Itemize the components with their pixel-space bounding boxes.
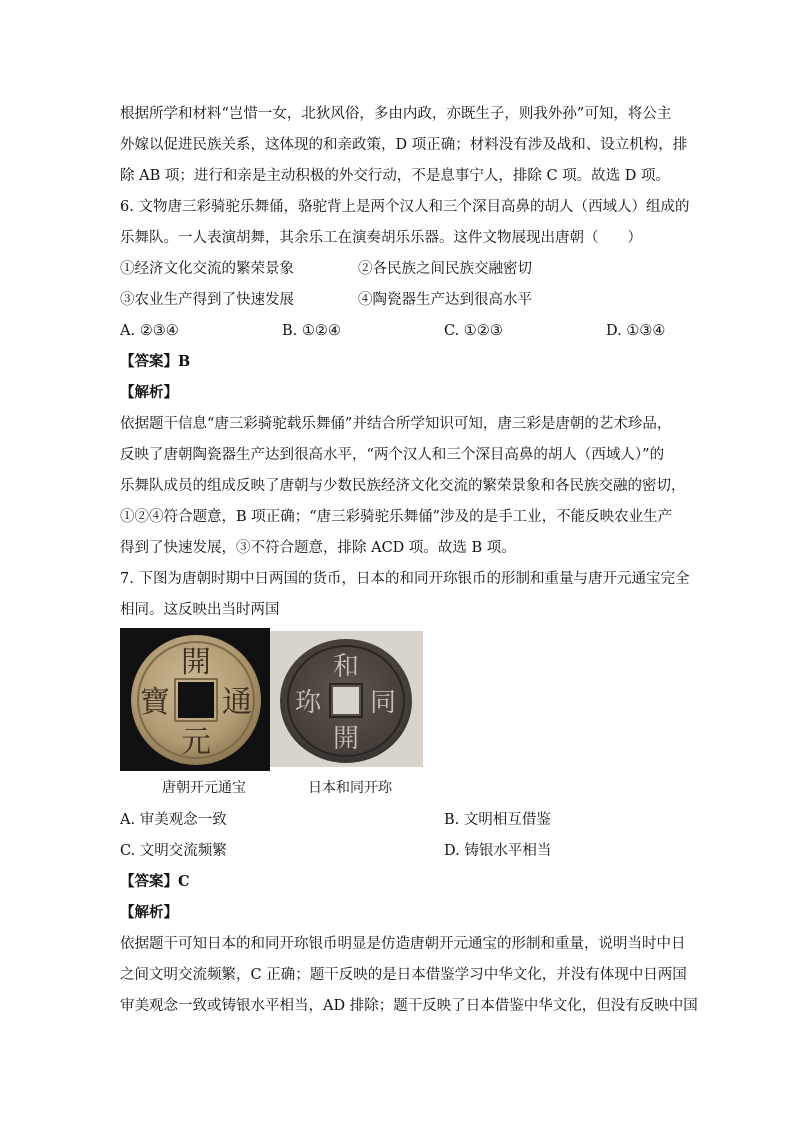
option-a: A. ②③④ xyxy=(120,323,179,339)
text-line: 外嫁以促进民族关系，这体现的和亲政策，D 项正确；材料没有涉及战和、设立机构，排 xyxy=(120,137,688,153)
text-line: 除 AB 项；进行和亲是主动积极的外交行动，不是息事宁人，排除 C 项。故选 D 项。 xyxy=(120,168,670,184)
coin1-char-top: 開 xyxy=(181,645,211,680)
coin2-char-right: 同 xyxy=(369,688,397,718)
analysis-line: 反映了唐朝陶瓷器生产达到很高水平，“两个汉人和三个深目高鼻的胡人（西域人）”的 xyxy=(120,447,665,463)
option-b: B. 文明相互借鉴 xyxy=(444,812,551,828)
answer-label: 【答案】C xyxy=(120,873,190,890)
option-c: C. ①②③ xyxy=(444,323,503,339)
analysis-line: 审美观念一致或铸银水平相当，AD 排除；题干反映了日本借鉴中华文化，但没有反映中国 xyxy=(120,998,698,1014)
analysis-line: 依据题干可知日本的和同开珎银币明显是仿造唐朝开元通宝的形制和重量，说明当时中日 xyxy=(120,936,686,952)
coin1-char-left: 寶 xyxy=(140,685,170,720)
coin2-caption: 日本和同开珎 xyxy=(308,780,392,796)
coin-photo-kaiyuan xyxy=(120,628,270,771)
coin1-char-bottom: 元 xyxy=(181,725,211,760)
coin1-caption: 唐朝开元通宝 xyxy=(162,780,246,796)
text-line: 根据所学和材料“岂惜一女，北狄风俗，多由内政，亦既生子，则我外孙”可知，将公主 xyxy=(120,106,672,122)
analysis-line: 得到了快速发展，③不符合题意，排除 ACD 项。故选 B 项。 xyxy=(120,540,516,556)
coin2-char-bottom: 開 xyxy=(332,724,360,754)
coin2-char-top: 和 xyxy=(332,652,360,682)
option-a: A. 审美观念一致 xyxy=(120,812,227,828)
option-b: B. ①②④ xyxy=(282,323,341,339)
question-6-stem: 乐舞队。一人表演胡舞，其余乐工在演奏胡乐乐器。这件文物展现出唐朝（ ） xyxy=(120,230,642,246)
statement-3: ③农业生产得到了快速发展 xyxy=(120,292,294,308)
analysis-line: 之间文明交流频繁，C 正确；题干反映的是日本借鉴学习中华文化，并没有体现中日两国 xyxy=(120,967,687,983)
analysis-line: ①②④符合题意，B 项正确；“唐三彩骑驼乐舞俑”涉及的是手工业，不能反映农业生产 xyxy=(120,509,673,525)
answer-label: 【答案】B xyxy=(120,353,191,370)
option-d: D. 铸银水平相当 xyxy=(444,843,552,859)
statement-1: ①经济文化交流的繁荣景象 xyxy=(120,261,294,277)
statement-2: ②各民族之间民族交融密切 xyxy=(358,261,532,277)
analysis-heading: 【解析】 xyxy=(120,384,178,401)
analysis-line: 乐舞队成员的组成反映了唐朝与少数民族经济文化交流的繁荣景象和各民族交融的密切， xyxy=(120,478,686,494)
question-7-stem: 相同。这反映出当时两国 xyxy=(120,602,280,618)
question-7-stem: 7. 下图为唐朝时期中日两国的货币，日本的和同开珎银币的形制和重量与唐开元通宝完全 xyxy=(120,571,690,587)
statement-4: ④陶瓷器生产达到很高水平 xyxy=(358,292,532,308)
coin-photo-wado xyxy=(270,631,423,767)
option-d: D. ①③④ xyxy=(606,323,666,339)
option-c: C. 文明交流频繁 xyxy=(120,843,227,859)
analysis-line: 依据题干信息“唐三彩骑驼载乐舞俑”并结合所学知识可知，唐三彩是唐朝的艺术珍品， xyxy=(120,416,672,432)
analysis-heading: 【解析】 xyxy=(120,904,178,921)
coin2-char-left: 珎 xyxy=(294,688,322,718)
coin1-char-right: 通 xyxy=(222,685,252,720)
question-6-stem: 6. 文物唐三彩骑驼乐舞俑，骆驼背上是两个汉人和三个深目高鼻的胡人（西域人）组成的 xyxy=(120,199,690,215)
